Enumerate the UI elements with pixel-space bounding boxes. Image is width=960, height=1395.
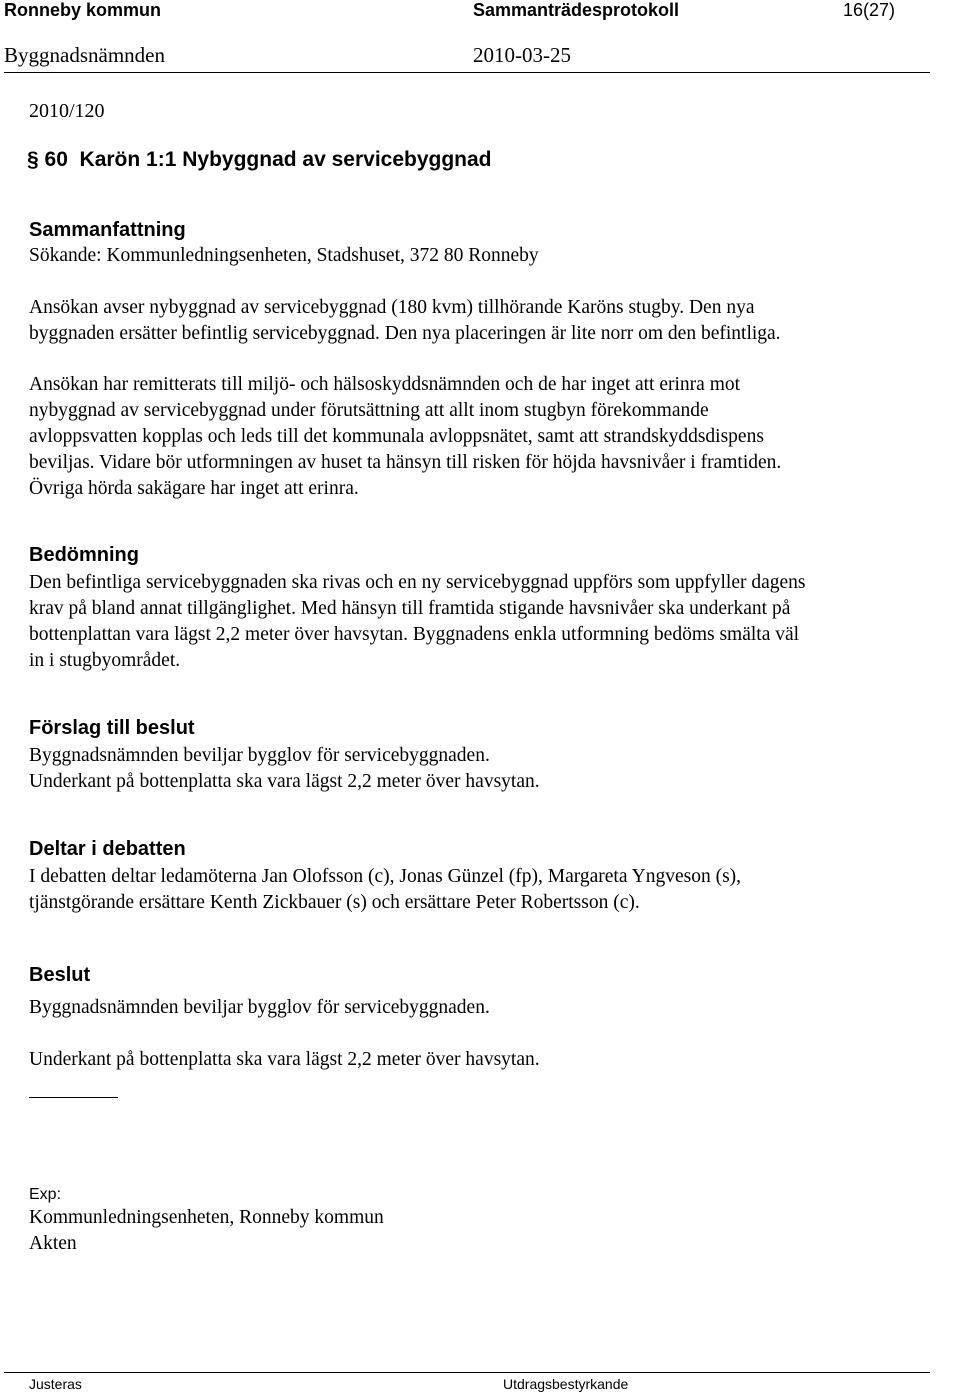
list-item: Kommunledningsenheten, Ronneby kommun <box>29 1207 384 1228</box>
applicant-text: Sökande: Kommunledningsenheten, Stadshuset, 372 80 Ronneby <box>29 245 539 266</box>
document-type: Sammanträdesprotokoll <box>473 0 680 20</box>
text-line: nybyggnad av servicebyggnad under förutsättning att allt inom stugbyn förekommande <box>29 400 709 421</box>
decision-separator <box>29 1097 118 1098</box>
text-line: krav på bland annat tillgänglighet. Med hänsyn till framtida stigande havsnivåer ska underkant på <box>29 598 791 619</box>
page-number: 16(27) <box>843 0 896 20</box>
meeting-date: 2010-03-25 <box>473 43 571 67</box>
text-line: I debatten deltar ledamöterna Jan Olofsson (c), Jonas Günzel (fp), Margareta Yngveson (s), <box>29 866 742 887</box>
list-item: Akten <box>29 1233 77 1254</box>
text-line: bottenplattan vara lägst 2,2 meter över havsytan. Byggnadens enkla utformning bedöms smälta väl <box>29 624 800 645</box>
distribution-list <box>29 1205 929 1257</box>
committee-name: Byggnadsnämnden <box>4 43 165 67</box>
text-line: Den befintliga servicebyggnaden ska rivas och en ny servicebyggnad uppförs som uppfyller dagens <box>29 572 806 593</box>
applicant-line <box>29 243 929 269</box>
summary-paragraph-2 <box>29 372 929 502</box>
text-line: avloppsvatten kopplas och leds till det kommunala avloppsnätet, samt att strandskyddsdispens <box>29 426 764 447</box>
decision-line-2 <box>29 1047 929 1073</box>
proposal-paragraph <box>29 743 929 795</box>
text-line: Övriga hörda sakägare har inget att erinra. <box>29 478 359 499</box>
footer-rule <box>4 1372 930 1373</box>
text-line: Byggnadsnämnden beviljar bygglov för servicebyggnaden. <box>29 997 490 1018</box>
text-line: Ansökan har remitterats till miljö- och hälsoskyddsnämnden och de har inget att erinra mot <box>29 374 741 395</box>
debate-heading: Deltar i debatten <box>29 838 186 860</box>
paragraph-title: § 60 Karön 1:1 Nybyggnad av servicebyggnad <box>27 148 492 171</box>
case-number: 2010/120 <box>29 100 105 122</box>
text-line: Ansökan avser nybyggnad av servicebyggnad (180 kvm) tillhörande Karöns stugby. Den nya <box>29 297 755 318</box>
assessment-heading: Bedömning <box>29 544 139 566</box>
footer-justeras: Justeras <box>29 1376 82 1392</box>
summary-paragraph-1 <box>29 295 929 347</box>
distribution-label: Exp: <box>29 1186 62 1203</box>
header-rule <box>4 72 930 73</box>
organization-name: Ronneby kommun <box>4 0 162 20</box>
footer-utdragsbestyrkande: Utdragsbestyrkande <box>503 1376 629 1392</box>
assessment-paragraph <box>29 570 929 674</box>
text-line: tjänstgörande ersättare Kenth Zickbauer (s) och ersättare Peter Robertsson (c). <box>29 892 640 913</box>
proposal-heading: Förslag till beslut <box>29 717 195 739</box>
text-line: byggnaden ersätter befintlig servicebyggnad. Den nya placeringen är lite norr om den befintliga. <box>29 323 781 344</box>
decision-heading: Beslut <box>29 964 91 986</box>
text-line: Byggnadsnämnden beviljar bygglov för servicebyggnaden. <box>29 745 490 766</box>
decision-line-1 <box>29 995 929 1021</box>
debate-paragraph <box>29 864 929 916</box>
text-line: Underkant på bottenplatta ska vara lägst 2,2 meter över havsytan. <box>29 771 540 792</box>
text-line: beviljas. Vidare bör utformningen av huset ta hänsyn till risken för höjda havsnivåer i framtiden. <box>29 452 782 473</box>
summary-heading: Sammanfattning <box>29 219 186 241</box>
text-line: in i stugbyområdet. <box>29 650 181 671</box>
text-line: Underkant på bottenplatta ska vara lägst 2,2 meter över havsytan. <box>29 1049 540 1070</box>
